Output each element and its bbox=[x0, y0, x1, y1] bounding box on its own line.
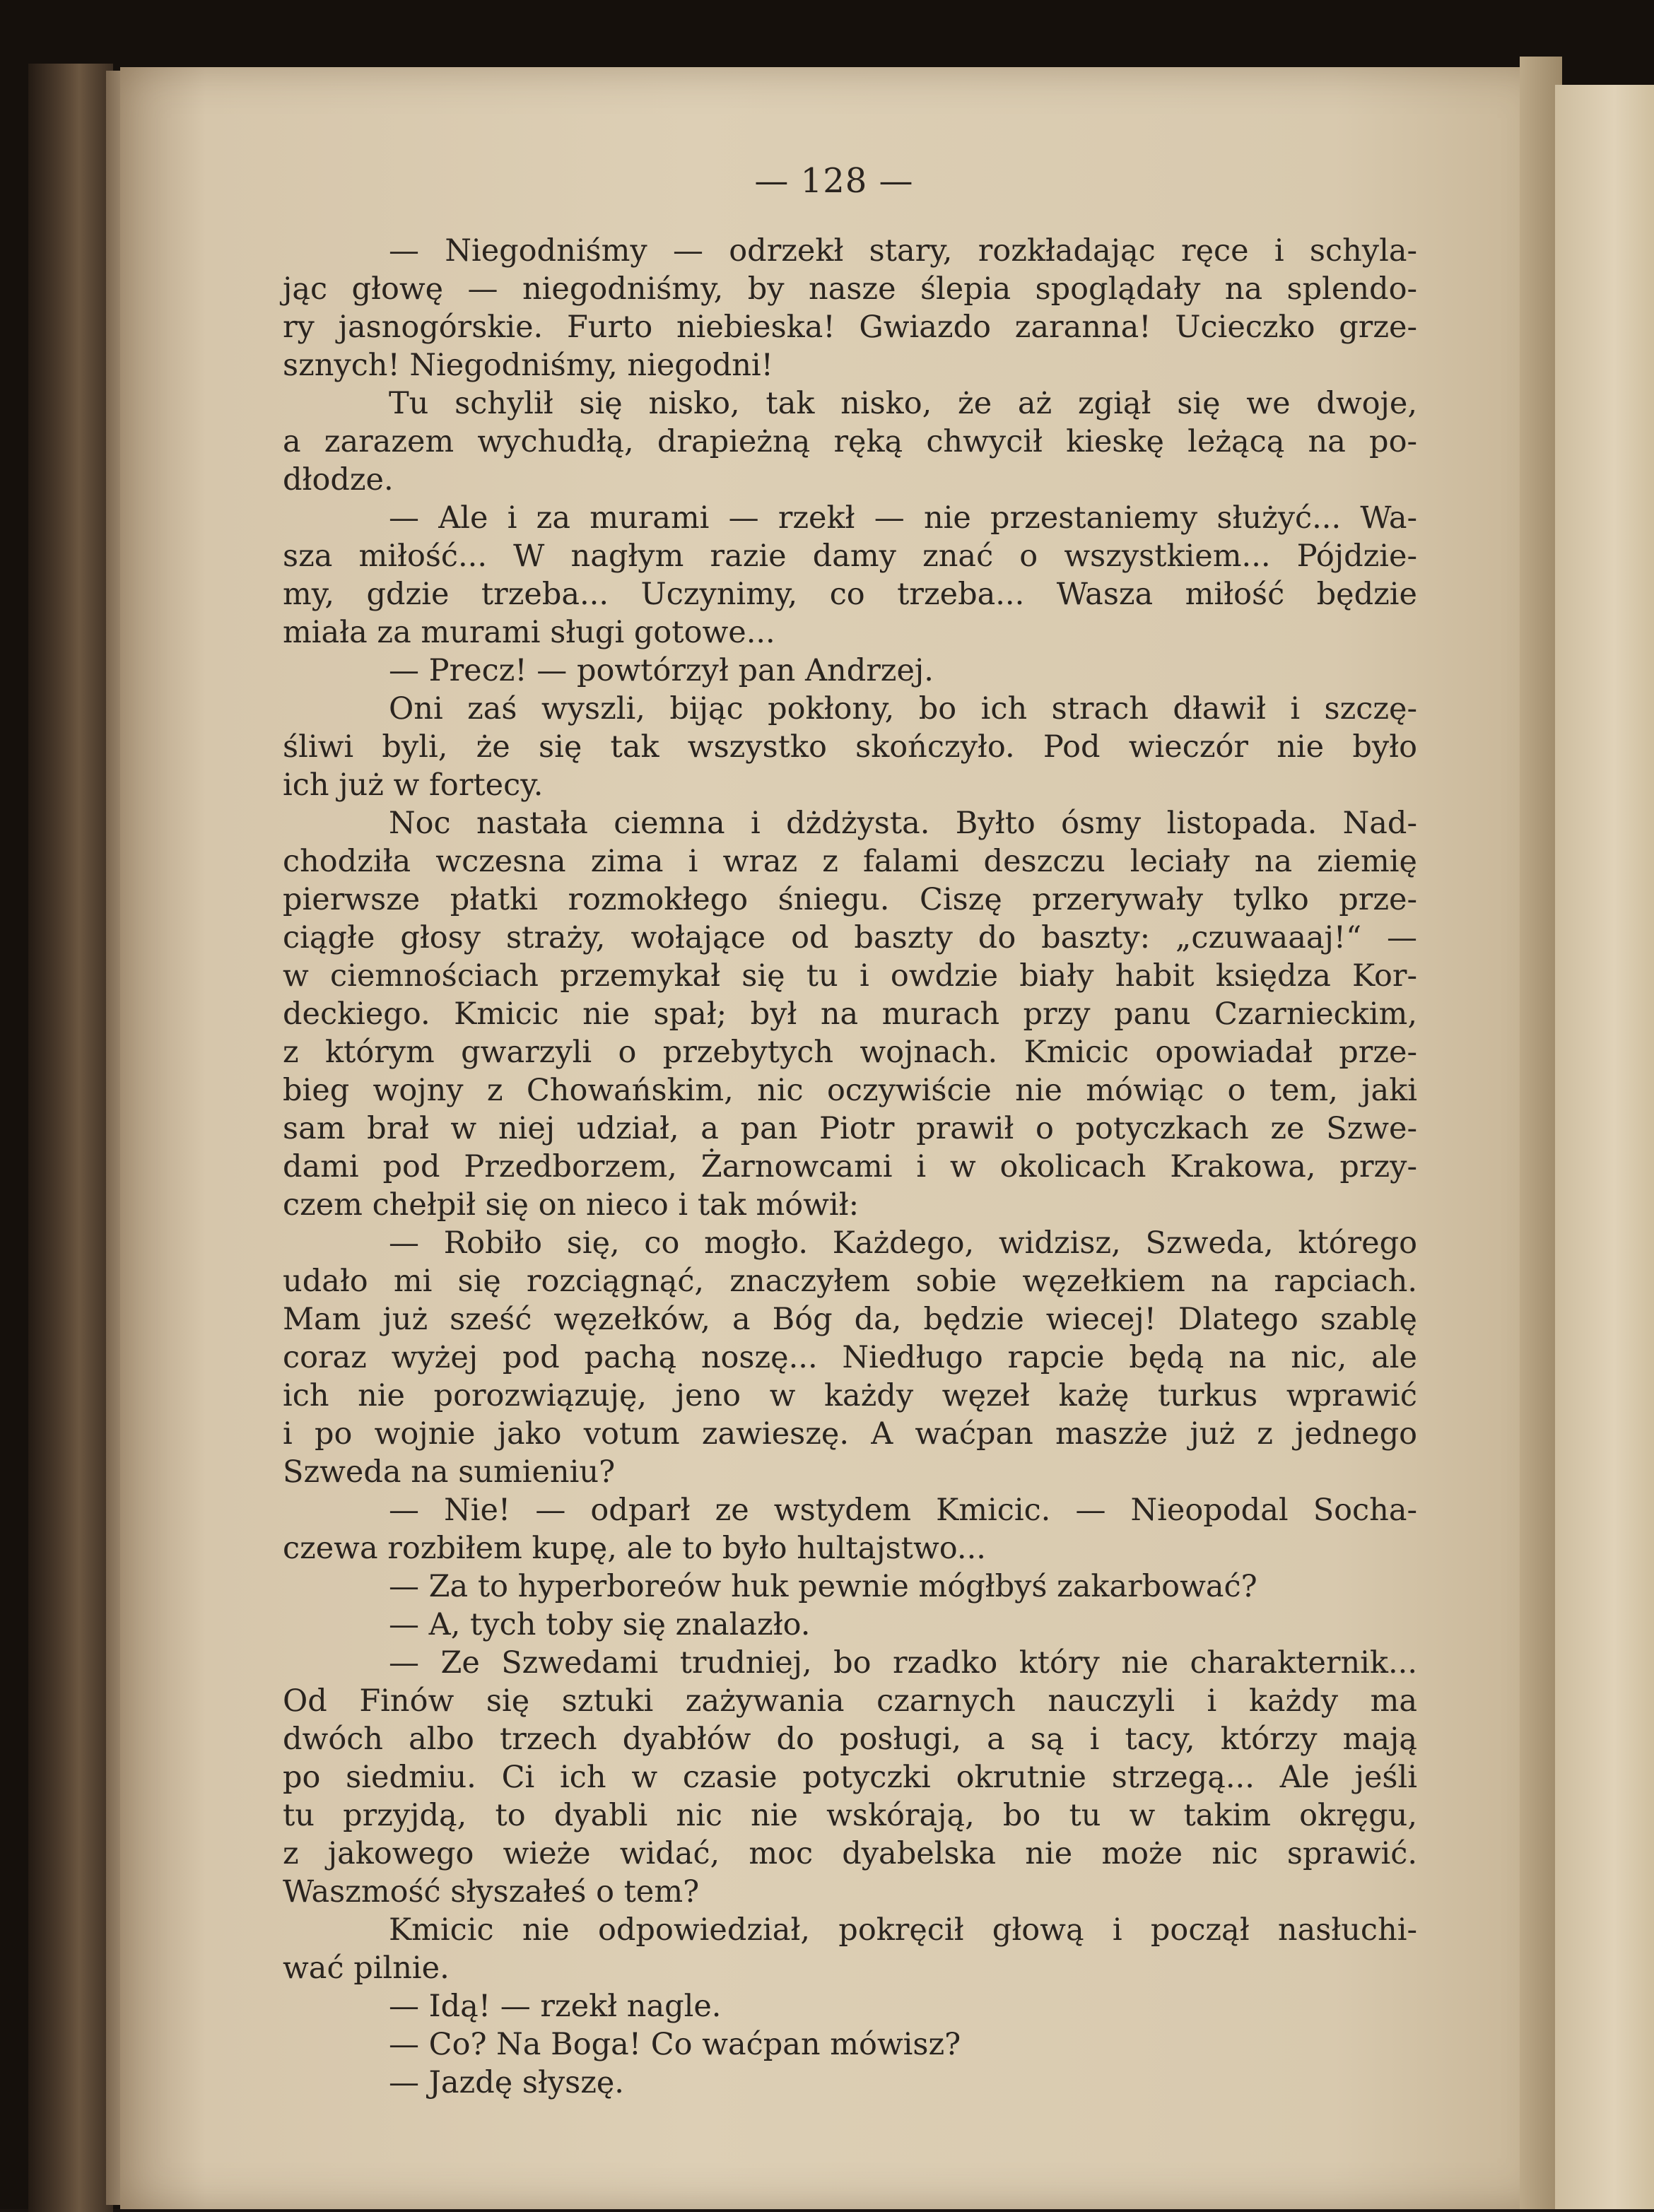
text-line: po siedmiu. Ci ich w czasie potyczki okrutnie strzegą... Ale jeśli bbox=[283, 1760, 1417, 1795]
text-line: Kmicic nie odpowiedział, pokręcił głową i począł nasłuchi- bbox=[389, 1912, 1417, 1948]
text-line: Noc nastała ciemna i dżdżysta. Byłto ósmy listopada. Nad- bbox=[389, 806, 1417, 841]
text-line: Mam już sześć węzełków, a Bóg da, będzie wiecej! Dlatego szablę bbox=[283, 1302, 1417, 1337]
text-line: sza miłość... W nagłym razie damy znać o wszystkiem... Pójdzie- bbox=[283, 539, 1417, 574]
text-line: — Robiło się, co mogło. Każdego, widzisz, Szweda, którego bbox=[389, 1225, 1417, 1261]
text-line: wać pilnie. bbox=[283, 1951, 450, 1986]
text-line: chodziła wczesna zima i wraz z falami deszczu leciały na ziemię bbox=[283, 844, 1417, 879]
text-line: — Nie! — odparł ze wstydem Kmicic. — Nieopodal Socha- bbox=[389, 1493, 1417, 1528]
text-line: ry jasnogórskie. Furto niebieska! Gwiazdo zaranna! Ucieczko grze- bbox=[283, 310, 1417, 345]
text-line: ich nie porozwiązuję, jeno w każdy węzeł każę turkus wprawić bbox=[283, 1378, 1417, 1413]
text-line: Od Finów się sztuki zażywania czarnych nauczyli i każdy ma bbox=[283, 1683, 1417, 1719]
text-line: — Co? Na Boga! Co waćpan mówisz? bbox=[389, 2027, 961, 2062]
text-line: udało mi się rozciągnąć, znaczyłem sobie węzełkiem na rapciach. bbox=[283, 1264, 1417, 1299]
text-line: — Precz! — powtórzył pan Andrzej. bbox=[389, 653, 934, 688]
text-line: — Jazdę słyszę. bbox=[389, 2065, 624, 2100]
text-line: ich już w fortecy. bbox=[283, 767, 544, 803]
text-line: w ciemnościach przemykał się tu i owdzie biały habit księdza Kor- bbox=[283, 958, 1417, 994]
text-line: dami pod Przedborzem, Żarnowcami i w okolicach Krakowa, przy- bbox=[283, 1149, 1417, 1184]
text-line: Tu schylił się nisko, tak nisko, że aż zgiął się we dwoje, bbox=[389, 386, 1417, 421]
text-line: jąc głowę — niegodniśmy, by nasze ślepia spoglądały na splendo- bbox=[283, 271, 1417, 307]
text-line: a zarazem wychudłą, drapieżną ręką chwycił kieskę leżącą na po- bbox=[283, 424, 1417, 459]
text-line: Szweda na sumieniu? bbox=[283, 1454, 616, 1490]
text-line: dwóch albo trzech dyabłów do posługi, a są i tacy, którzy mają bbox=[283, 1722, 1417, 1757]
text-line: Waszmość słyszałeś o tem? bbox=[283, 1874, 700, 1910]
text-line: my, gdzie trzeba... Uczynimy, co trzeba... Wasza miłość będzie bbox=[283, 577, 1417, 612]
text-line: Oni zaś wyszli, bijąc pokłony, bo ich strach dławił i szczę- bbox=[389, 691, 1417, 726]
text-line: sznych! Niegodniśmy, niegodni! bbox=[283, 348, 773, 383]
text-line: — A, tych toby się znalazło. bbox=[389, 1607, 811, 1642]
text-line: deckiego. Kmicic nie spał; był na murach przy panu Czarnieckim, bbox=[283, 996, 1417, 1032]
text-line: — Za to hyperboreów huk pewnie mógłbyś zakarbować? bbox=[389, 1569, 1257, 1604]
page-text bbox=[283, 232, 1417, 2102]
text-line: — Ze Szwedami trudniej, bo rzadko który nie charakternik... bbox=[389, 1645, 1417, 1681]
text-line: śliwi byli, że się tak wszystko skończyło. Pod wieczór nie było bbox=[283, 729, 1417, 765]
text-line: — Idą! — rzekł nagle. bbox=[389, 1989, 722, 2024]
next-page-edge bbox=[1555, 85, 1654, 2209]
text-line: ciągłe głosy straży, wołające od baszty do baszty: „czuwaaaj!“ — bbox=[283, 920, 1417, 955]
text-line: pierwsze płatki rozmokłego śniegu. Ciszę przerywały tylko prze- bbox=[283, 882, 1417, 917]
text-line: sam brał w niej udział, a pan Piotr prawił o potyczkach ze Szwe- bbox=[283, 1111, 1417, 1146]
text-line: z którym gwarzyli o przebytych wojnach. Kmicic opowiadał prze- bbox=[283, 1035, 1417, 1070]
text-line: — Ale i za murami — rzekł — nie przestaniemy służyć... Wa- bbox=[389, 500, 1417, 536]
text-line: czewa rozbiłem kupę, ale to było hultajstwo... bbox=[283, 1531, 986, 1566]
book-spine bbox=[28, 64, 113, 2212]
text-line: dłodze. bbox=[283, 462, 394, 498]
text-line: z jakowego wieże widać, moc dyabelska nie może nic sprawić. bbox=[283, 1836, 1417, 1871]
page-number: — 128 — bbox=[754, 161, 914, 201]
text-line: czem chełpił się on nieco i tak mówił: bbox=[283, 1187, 860, 1223]
text-line: bieg wojny z Chowańskim, nic oczywiście nie mówiąc o tem, jaki bbox=[283, 1073, 1417, 1108]
text-line: tu przyjdą, to dyabli nic nie wskórają, bo tu w takim okręgu, bbox=[283, 1798, 1417, 1833]
text-line: i po wojnie jako votum zawieszę. A waćpan maszże już z jednego bbox=[283, 1416, 1417, 1452]
text-line: coraz wyżej pod pachą noszę... Niedługo rapcie będą na nic, ale bbox=[283, 1340, 1417, 1375]
text-line: — Niegodniśmy — odrzekł stary, rozkładając ręce i schyla- bbox=[389, 233, 1417, 269]
text-line: miała za murami sługi gotowe... bbox=[283, 615, 775, 650]
